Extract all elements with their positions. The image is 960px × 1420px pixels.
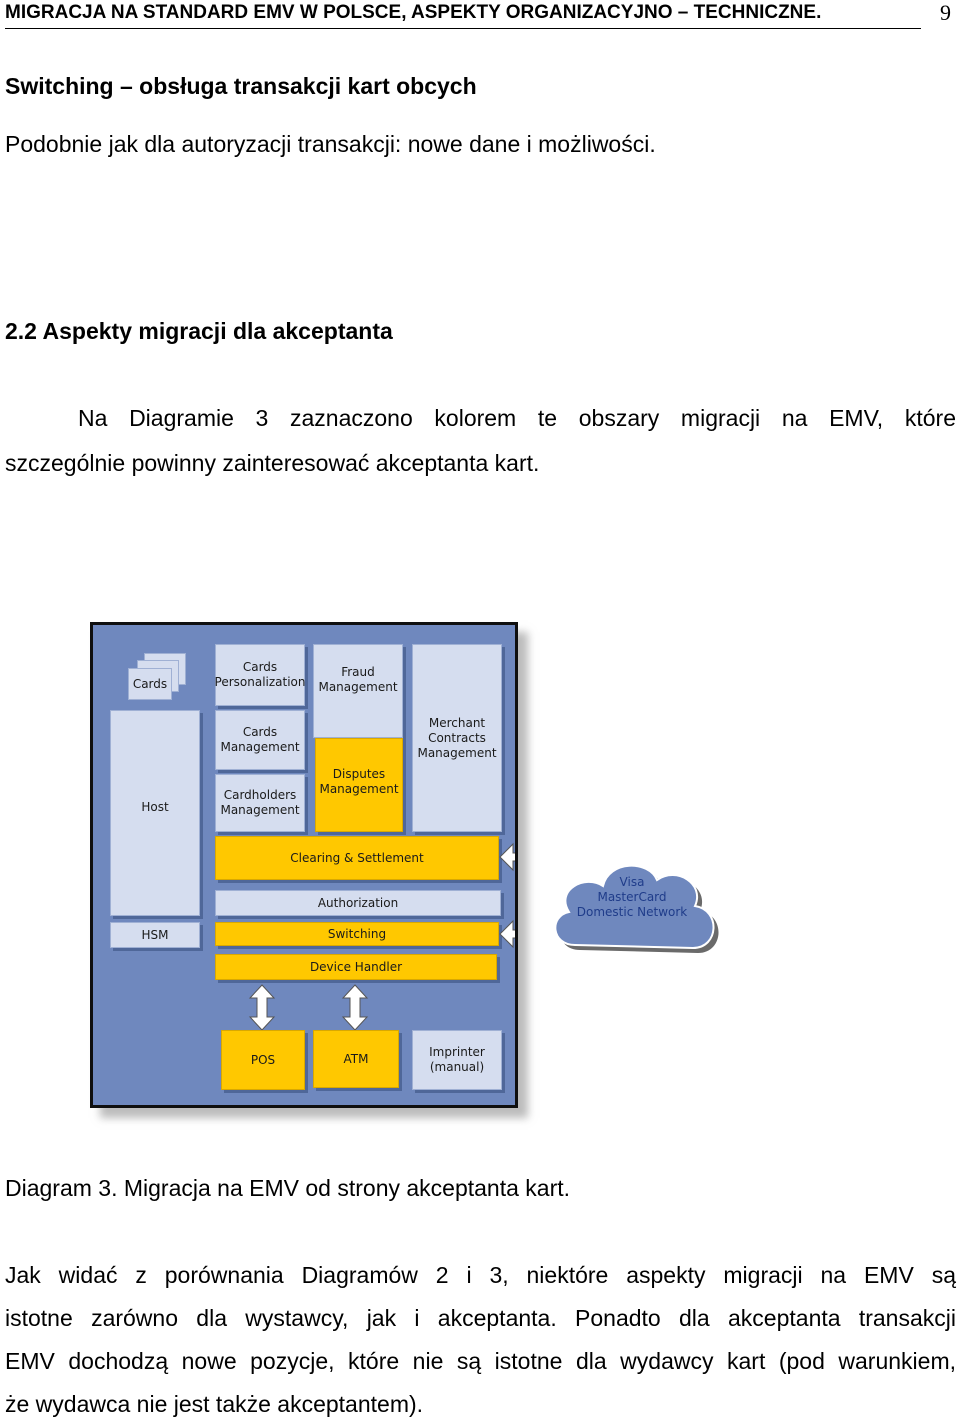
switching-box: Switching (215, 922, 499, 946)
network-arrow-upper (500, 844, 515, 870)
diagram-caption: Diagram 3. Migracja na EMV od strony akceptanta kart. (5, 1175, 571, 1201)
hsm-box: HSM (110, 922, 200, 948)
atm-box: ATM (313, 1030, 399, 1088)
cards-personalization-box: Cards Personalization (215, 644, 305, 706)
page-number: 9 (940, 0, 951, 25)
switching-text: Podobnie jak dla autoryzacji transakcji: nowe dane i możliwości. (5, 131, 656, 157)
host-box: Host (110, 710, 200, 916)
clearing-settlement-box: Clearing & Settlement (215, 836, 499, 880)
authorization-box: Authorization (215, 890, 501, 916)
section-heading: 2.2 Aspekty migracji dla akceptanta (5, 318, 393, 344)
atm-double-arrow (343, 985, 367, 1030)
network-label: Visa MasterCard Domestic Network (576, 875, 688, 919)
closing-line2: istotne zarówno dla wystawcy, jak i akceptanta. Ponadto dla akceptanta transakcji (5, 1305, 956, 1331)
network-arrow-lower (500, 921, 515, 947)
device-handler-box: Device Handler (215, 954, 497, 980)
running-header: MIGRACJA NA STANDARD EMV W POLSCE, ASPEKTY ORGANIZACYJNO – TECHNICZNE. (5, 2, 822, 23)
pos-box: POS (221, 1030, 305, 1090)
cards-box: Cards (128, 668, 172, 700)
imprinter-box: Imprinter (manual) (412, 1030, 502, 1090)
switching-heading: Switching – obsługa transakcji kart obcych (5, 73, 477, 99)
merchant-contracts-box: Merchant Contracts Management (412, 644, 502, 832)
closing-line1: Jak widać z porównania Diagramów 2 i 3, niektóre aspekty migracji na EMV są (5, 1262, 956, 1288)
migration-diagram (90, 622, 518, 1108)
disputes-management-box: Disputes Management (315, 738, 403, 832)
cards-management-box: Cards Management (215, 710, 305, 770)
section-para-line1: Na Diagramie 3 zaznaczono kolorem te obszary migracji na EMV, które (78, 405, 956, 431)
cardholders-management-box: Cardholders Management (215, 774, 305, 832)
fraud-management-box: Fraud Management (313, 644, 403, 738)
closing-line4: że wydawca nie jest także akceptantem). (5, 1391, 424, 1417)
closing-line3: EMV dochodzą nowe pozycje, które nie są istotne dla wydawcy kart (pod warunkiem, (5, 1348, 956, 1374)
header-rule (5, 28, 921, 29)
section-para-line2: szczególnie powinny zainteresować akceptanta kart. (5, 450, 540, 476)
pos-double-arrow (250, 985, 274, 1030)
